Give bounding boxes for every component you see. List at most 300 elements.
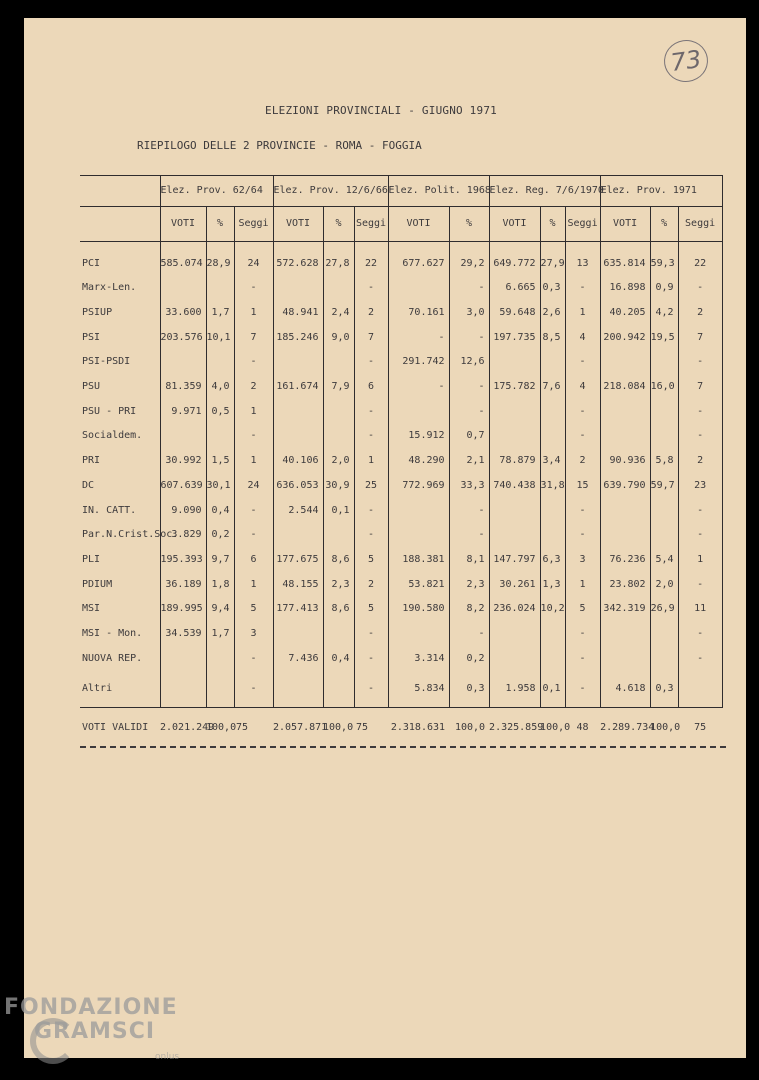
table-cell: 27,9 (540, 242, 565, 277)
table-cell: 40.106 (273, 449, 323, 474)
header-col-3: Elez. Reg. 7/6/1970 (489, 176, 600, 207)
table-cell: - (449, 325, 489, 350)
table-cell (489, 622, 540, 647)
table-cell: 5 (354, 597, 388, 622)
total-cell: 100,0 (540, 722, 571, 733)
table-cell: 30.261 (489, 572, 540, 597)
table-cell: 1 (565, 572, 600, 597)
table-row (80, 671, 722, 708)
table-cell: 1,3 (540, 572, 565, 597)
table-cell: - (388, 375, 449, 400)
table-row (80, 242, 722, 277)
table-cell (206, 350, 234, 375)
table-cell: 3.829 (160, 523, 206, 548)
table-cell: 30.992 (160, 449, 206, 474)
party-name: Marx-Len. (82, 282, 137, 294)
table-cell: 1 (354, 449, 388, 474)
table-cell: 2.544 (273, 498, 323, 523)
table-cell (600, 523, 650, 548)
table-cell: 2,6 (540, 301, 565, 326)
table-cell: 6 (234, 548, 273, 573)
subheader: Seggi (354, 207, 388, 242)
table-cell: 147.797 (489, 548, 540, 573)
subheader: VOTI (160, 207, 206, 242)
table-cell: 677.627 (388, 242, 449, 277)
table-cell (160, 424, 206, 449)
table-cell (540, 424, 565, 449)
table-cell (489, 498, 540, 523)
table-cell (323, 622, 354, 647)
table-row (80, 276, 722, 301)
table-cell: 2 (354, 301, 388, 326)
table-cell (540, 646, 565, 671)
table-cell: - (565, 276, 600, 301)
table-cell: 25 (354, 474, 388, 499)
table-cell: 0,5 (206, 399, 234, 424)
table-cell: 2 (354, 572, 388, 597)
table-cell: 772.969 (388, 474, 449, 499)
table-cell: 4,0 (206, 375, 234, 400)
table-cell: 2 (678, 301, 722, 326)
table-row (80, 399, 722, 424)
table-cell (540, 622, 565, 647)
table-cell: 33.600 (160, 301, 206, 326)
table-row (80, 424, 722, 449)
table-cell: - (449, 498, 489, 523)
table-cell (160, 646, 206, 671)
table-cell (323, 671, 354, 708)
table-cell (323, 276, 354, 301)
table-cell: 185.246 (273, 325, 323, 350)
table-cell: - (678, 572, 722, 597)
table-cell: - (449, 276, 489, 301)
table-cell: 53.821 (388, 572, 449, 597)
table-cell: 3.314 (388, 646, 449, 671)
table-cell: 636.053 (273, 474, 323, 499)
subheader: % (323, 207, 354, 242)
table-cell: 7,9 (323, 375, 354, 400)
table-cell (600, 498, 650, 523)
party-name: PSU - PRI (82, 405, 137, 417)
party-name: PSI (82, 331, 101, 343)
table-cell: 1,7 (206, 622, 234, 647)
table-row (80, 548, 722, 573)
table-cell: - (678, 424, 722, 449)
table-cell (323, 523, 354, 548)
table-cell: 639.790 (600, 474, 650, 499)
table-cell: 3,4 (540, 449, 565, 474)
document-page (24, 18, 746, 1058)
table-cell: 175.782 (489, 375, 540, 400)
table-cell: 40.205 (600, 301, 650, 326)
table-cell: 12,6 (449, 350, 489, 375)
party-name: MSI (82, 603, 101, 615)
table-cell: - (354, 350, 388, 375)
table-cell: 16.898 (600, 276, 650, 301)
table-cell: 28,9 (206, 242, 234, 277)
table-cell: 15.912 (388, 424, 449, 449)
table-cell: 8,6 (323, 597, 354, 622)
table-cell: - (565, 622, 600, 647)
table-cell: 10,2 (540, 597, 565, 622)
table-cell (678, 671, 722, 708)
table-cell (489, 523, 540, 548)
table-cell: 9.090 (160, 498, 206, 523)
table-cell: - (354, 424, 388, 449)
table-cell (273, 424, 323, 449)
table-cell: 48.941 (273, 301, 323, 326)
table-cell: 23.802 (600, 572, 650, 597)
table-cell: 0,2 (449, 646, 489, 671)
table-cell: 3 (565, 548, 600, 573)
table-cell: 607.639 (160, 474, 206, 499)
table-cell: 30,9 (323, 474, 354, 499)
total-cell: 2.318.631 (390, 722, 446, 733)
party-name: PSIUP (82, 307, 113, 319)
table-cell: 1 (234, 301, 273, 326)
table-cell: 291.742 (388, 350, 449, 375)
table-cell (540, 399, 565, 424)
table-cell: 585.074 (160, 242, 206, 277)
subheader: % (206, 207, 234, 242)
table-cell: - (565, 646, 600, 671)
total-cell: 2.289.734 (600, 722, 655, 733)
table-cell: 16,0 (650, 375, 678, 400)
table-cell (388, 399, 449, 424)
table-cell (388, 498, 449, 523)
table-cell: 197.735 (489, 325, 540, 350)
table-cell: 11 (678, 597, 722, 622)
table-cell (540, 498, 565, 523)
table-cell (489, 350, 540, 375)
table-cell: - (678, 276, 722, 301)
table-cell: - (449, 399, 489, 424)
party-name: IN. CATT. (82, 504, 137, 516)
table-cell: 5 (565, 597, 600, 622)
table-cell: - (388, 325, 449, 350)
table-cell (273, 622, 323, 647)
table-cell: 3 (234, 622, 273, 647)
table-cell: - (234, 646, 273, 671)
table-cell (273, 523, 323, 548)
dashed-separator (80, 746, 726, 748)
subheader: VOTI (600, 207, 650, 242)
table-cell: 0,2 (206, 523, 234, 548)
table-cell: - (354, 276, 388, 301)
header-col-0: Elez. Prov. 62/64 (160, 176, 273, 207)
page-number: 73 (661, 37, 710, 85)
table-cell: 7 (234, 325, 273, 350)
header-col-4: Elez. Prov. 1971 (600, 176, 722, 207)
table-cell: 203.576 (160, 325, 206, 350)
table-cell (206, 276, 234, 301)
table-cell: - (678, 498, 722, 523)
table-cell: 22 (354, 242, 388, 277)
table-cell: 9,0 (323, 325, 354, 350)
table-cell: 236.024 (489, 597, 540, 622)
table-cell: 0,1 (540, 671, 565, 708)
table-row (80, 622, 722, 647)
subheader: % (449, 207, 489, 242)
table-cell: 2 (678, 449, 722, 474)
document-subtitle: RIEPILOGO DELLE 2 PROVINCIE - ROMA - FOGGIA (137, 139, 422, 152)
table-cell: 19,5 (650, 325, 678, 350)
table-cell: 78.879 (489, 449, 540, 474)
table-cell: - (354, 523, 388, 548)
table-cell (388, 276, 449, 301)
table-cell: 7 (678, 375, 722, 400)
table-cell (206, 671, 234, 708)
table-row (80, 325, 722, 350)
party-name: NUOVA REP. (82, 652, 143, 664)
table-cell (323, 424, 354, 449)
table-cell: 24 (234, 242, 273, 277)
table-cell: 15 (565, 474, 600, 499)
table-cell: 27,8 (323, 242, 354, 277)
table-cell: 23 (678, 474, 722, 499)
table-cell (489, 424, 540, 449)
table-cell: 2,3 (323, 572, 354, 597)
table-cell: 7.436 (273, 646, 323, 671)
table-cell: 5 (234, 597, 273, 622)
table-cell: 33,3 (449, 474, 489, 499)
table-cell: 0,3 (540, 276, 565, 301)
party-name: PSI-PSDI (82, 356, 131, 368)
party-name: PRI (82, 455, 101, 467)
table-cell: - (234, 523, 273, 548)
table-cell: 8,5 (540, 325, 565, 350)
subheader: VOTI (489, 207, 540, 242)
table-cell: - (354, 622, 388, 647)
party-name: Altri (80, 671, 160, 708)
party-name: DC (82, 479, 95, 491)
total-cell: 48 (576, 722, 589, 733)
table-cell: 8,6 (323, 548, 354, 573)
table-cell: 5,8 (650, 449, 678, 474)
table-cell: 218.084 (600, 375, 650, 400)
table-cell: 2,0 (323, 449, 354, 474)
total-cell: 75 (356, 722, 369, 733)
table-cell: - (449, 375, 489, 400)
table-cell: 7 (678, 325, 722, 350)
table-row (80, 572, 722, 597)
table-cell: - (234, 498, 273, 523)
table-cell: 1,5 (206, 449, 234, 474)
total-cell: 100,0 (454, 722, 486, 733)
table-cell: 5.834 (388, 671, 449, 708)
table-cell: 31,8 (540, 474, 565, 499)
table-cell (160, 671, 206, 708)
table-cell: - (354, 498, 388, 523)
table-cell (650, 399, 678, 424)
table-cell: - (678, 646, 722, 671)
total-cell: 100,0 (206, 722, 237, 733)
table-cell: 177.675 (273, 548, 323, 573)
table-cell: - (234, 350, 273, 375)
table-cell: 70.161 (388, 301, 449, 326)
table-cell: - (565, 350, 600, 375)
table-cell: 76.236 (600, 548, 650, 573)
table-cell: 0,4 (323, 646, 354, 671)
table-cell (206, 646, 234, 671)
table-cell: 161.674 (273, 375, 323, 400)
table-cell (650, 646, 678, 671)
party-name: MSI - Mon. (82, 627, 143, 639)
table-cell (650, 350, 678, 375)
table-cell: 24 (234, 474, 273, 499)
table-cell: 22 (678, 242, 722, 277)
table-cell: 7,6 (540, 375, 565, 400)
subheader: % (650, 207, 678, 242)
table-cell: 190.580 (388, 597, 449, 622)
table-cell: 0,4 (206, 498, 234, 523)
table-cell: 0,9 (650, 276, 678, 301)
table-cell (600, 622, 650, 647)
table-cell: 2 (565, 449, 600, 474)
table-cell: 59,7 (650, 474, 678, 499)
table-cell: 4 (565, 375, 600, 400)
header-col-1: Elez. Prov. 12/6/66 (273, 176, 388, 207)
table-cell: 59,3 (650, 242, 678, 277)
table-cell: 1,7 (206, 301, 234, 326)
table-cell: 1 (234, 399, 273, 424)
table-cell (600, 424, 650, 449)
table-cell (650, 622, 678, 647)
table-cell: - (234, 424, 273, 449)
table-cell: 2,4 (323, 301, 354, 326)
table-cell: 342.319 (600, 597, 650, 622)
subheader: Seggi (678, 207, 722, 242)
table-cell: 2 (234, 375, 273, 400)
table-cell: 4.618 (600, 671, 650, 708)
table-row (80, 301, 722, 326)
party-name: Par.N.Crist.Soc. (82, 529, 179, 541)
total-cell: 100,0 (650, 722, 681, 733)
watermark-line1: FONDAZIONE (4, 995, 178, 1020)
table-cell (540, 523, 565, 548)
table-row (80, 375, 722, 400)
document-title: ELEZIONI PROVINCIALI - GIUGNO 1971 (265, 104, 497, 117)
watermark-sub: onlus (155, 1052, 180, 1062)
table-row (80, 350, 722, 375)
table-cell: - (354, 646, 388, 671)
table-cell (600, 399, 650, 424)
table-row (80, 474, 722, 499)
table-row (80, 597, 722, 622)
table-cell (650, 424, 678, 449)
table-cell: 1,8 (206, 572, 234, 597)
table-cell (273, 276, 323, 301)
table-cell: 2,3 (449, 572, 489, 597)
total-cell: 2.057.871 (273, 722, 328, 733)
table-row (80, 646, 722, 671)
watermark (4, 996, 178, 1044)
table-cell: 0,3 (449, 671, 489, 708)
table-cell: 2,1 (449, 449, 489, 474)
table-row (80, 498, 722, 523)
table-cell: 5 (354, 548, 388, 573)
table-cell (388, 523, 449, 548)
table-cell: 26,9 (650, 597, 678, 622)
table-cell: 1 (234, 449, 273, 474)
table-cell: 572.628 (273, 242, 323, 277)
table-cell (206, 424, 234, 449)
table-cell: - (565, 424, 600, 449)
table-cell: - (565, 399, 600, 424)
table-cell: 635.814 (600, 242, 650, 277)
party-name: PDIUM (82, 578, 113, 590)
table-cell: 5,4 (650, 548, 678, 573)
table-cell: 9.971 (160, 399, 206, 424)
table-cell: 3,0 (449, 301, 489, 326)
table-cell: - (678, 350, 722, 375)
subheader: VOTI (388, 207, 449, 242)
table-cell: - (565, 671, 600, 708)
table-cell: 7 (354, 325, 388, 350)
table-cell: 649.772 (489, 242, 540, 277)
table-cell: 34.539 (160, 622, 206, 647)
table-cell: 1 (234, 572, 273, 597)
table-cell: 1 (678, 548, 722, 573)
table-cell (388, 622, 449, 647)
table-cell: 6,3 (540, 548, 565, 573)
total-label: VOTI VALIDI (82, 722, 149, 733)
table-cell: 189.995 (160, 597, 206, 622)
table-cell (489, 399, 540, 424)
total-row (80, 708, 722, 749)
total-cell: 2.325.859 (489, 722, 544, 733)
table-cell: 10,1 (206, 325, 234, 350)
party-name: Socialdem. (82, 430, 143, 442)
subheader: VOTI (273, 207, 323, 242)
total-cell: 75 (694, 722, 707, 733)
table-cell: 90.936 (600, 449, 650, 474)
subheader: Seggi (234, 207, 273, 242)
table-cell: 195.393 (160, 548, 206, 573)
table-cell: 0,3 (650, 671, 678, 708)
party-name: PSU (82, 381, 101, 393)
table-cell: 1.958 (489, 671, 540, 708)
table-cell (323, 350, 354, 375)
table-cell: 29,2 (449, 242, 489, 277)
table-cell: - (678, 399, 722, 424)
total-cell: 2.021.249 (160, 722, 215, 733)
header-col-2: Elez. Polit. 1968 (388, 176, 489, 207)
table-cell: 8,2 (449, 597, 489, 622)
table-cell: - (449, 523, 489, 548)
table-cell: - (354, 399, 388, 424)
party-name: PCI (82, 258, 101, 269)
table-cell: 48.290 (388, 449, 449, 474)
total-cell: 75 (236, 722, 249, 733)
table-cell: - (234, 671, 273, 708)
table-cell: 8,1 (449, 548, 489, 573)
subheader: Seggi (565, 207, 600, 242)
table-cell: 0,7 (449, 424, 489, 449)
table-cell: - (354, 671, 388, 708)
table-cell (323, 399, 354, 424)
table-row (80, 523, 722, 548)
table-cell (650, 498, 678, 523)
table-cell: - (449, 622, 489, 647)
election-results-table (80, 175, 723, 748)
table-cell: - (565, 498, 600, 523)
table-cell: 4,2 (650, 301, 678, 326)
subheader: % (540, 207, 565, 242)
table-cell (489, 646, 540, 671)
party-name: PLI (82, 553, 101, 565)
total-cell: 100,0 (323, 722, 354, 733)
